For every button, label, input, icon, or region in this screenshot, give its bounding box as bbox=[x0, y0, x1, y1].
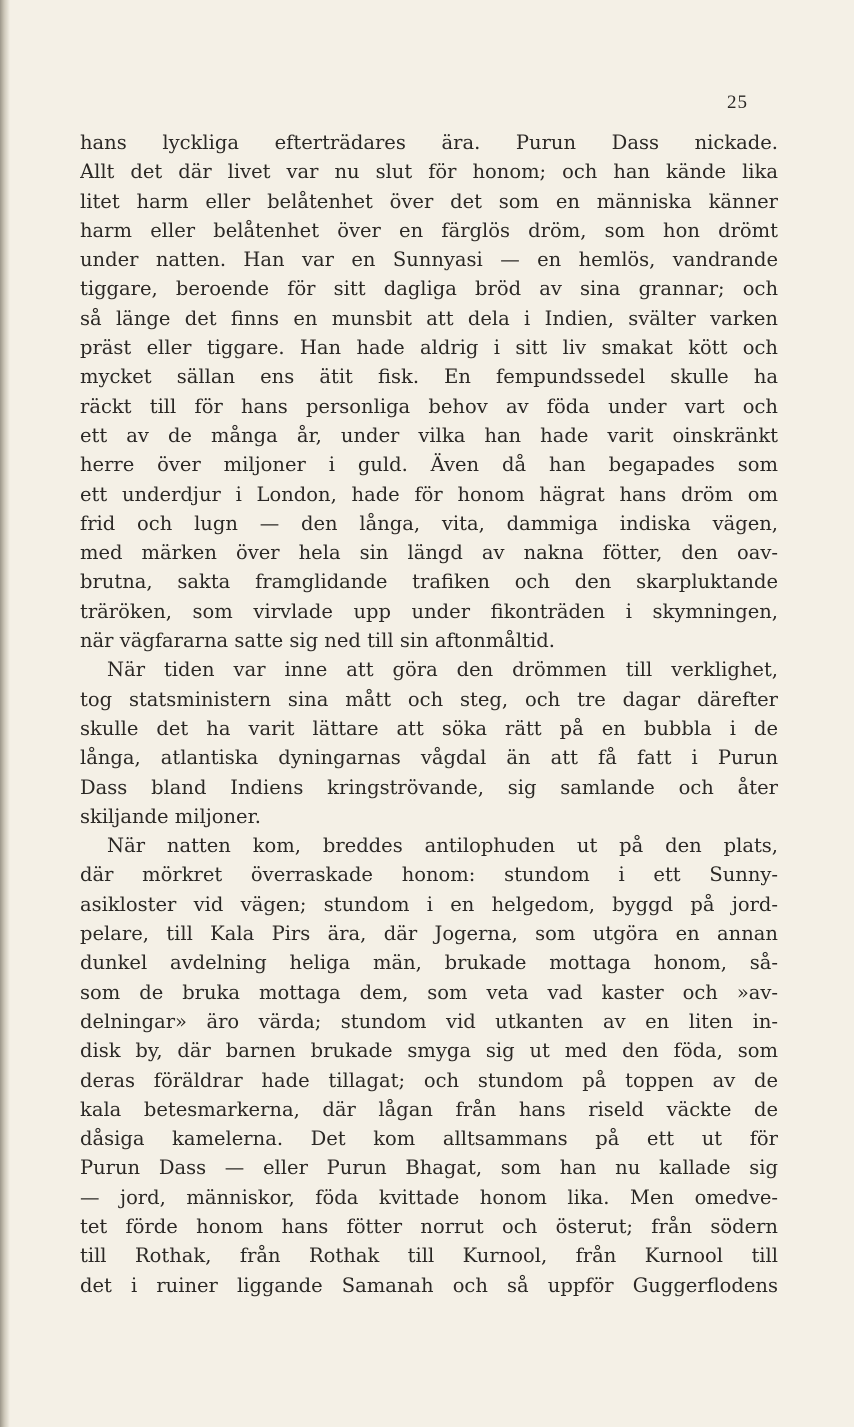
text-line: Allt det där livet var nu slut för honom; och han kände lika bbox=[80, 160, 778, 184]
text-line: dåsiga kamelerna. Det kom alltsammans på ett ut för bbox=[80, 1127, 778, 1151]
text-line: under natten. Han var en Sunnyasi — en hemlös, vandrande bbox=[80, 248, 778, 272]
page-number: 25 bbox=[727, 92, 748, 113]
text-line: brutna, sakta framglidande trafiken och den skarpluktande bbox=[80, 570, 778, 594]
text-line: till Rothak, från Rothak till Kurnool, från Kurnool till bbox=[80, 1244, 778, 1268]
text-line: tiggare, beroende för sitt dagliga bröd av sina grannar; och bbox=[80, 277, 778, 301]
text-line: pelare, till Kala Pirs ära, där Jogerna, som utgöra en annan bbox=[80, 922, 778, 946]
text-line: så länge det finns en munsbit att dela i Indien, svälter varken bbox=[80, 306, 778, 330]
text-line: som de bruka mottaga dem, som veta vad kaster och »av- bbox=[80, 980, 778, 1004]
text-line: disk by, där barnen brukade smyga sig ut med den föda, som bbox=[80, 1039, 778, 1063]
text-line: tet förde honom hans fötter norrut och österut; från södern bbox=[80, 1214, 778, 1238]
text-line: Purun Dass — eller Purun Bhagat, som han nu kallade sig bbox=[80, 1156, 778, 1180]
text-line: skiljande miljoner. bbox=[80, 804, 261, 828]
text-line: litet harm eller belåtenhet över det som en människa känner bbox=[80, 189, 778, 213]
text-line: deras föräldrar hade tillagat; och stundom på toppen av de bbox=[80, 1068, 778, 1092]
text-line: träröken, som virvlade upp under fikonträden i skymningen, bbox=[80, 599, 778, 623]
text-line: delningar» äro värda; stundom vid utkanten av en liten in- bbox=[80, 1009, 778, 1033]
page-gutter-shadow bbox=[0, 0, 10, 1427]
text-line: Dass bland Indiens kringströvande, sig samlande och åter bbox=[80, 775, 778, 799]
text-line: ett underdjur i London, hade för honom hägrat hans dröm om bbox=[80, 482, 778, 506]
text-line: kala betesmarkerna, där lågan från hans riseld väckte de bbox=[80, 1097, 778, 1121]
text-line: präst eller tiggare. Han hade aldrig i sitt liv smakat kött och bbox=[80, 336, 778, 360]
text-line: mycket sällan ens ätit fisk. En fempundssedel skulle ha bbox=[80, 365, 778, 389]
text-line: med märken över hela sin längd av nakna fötter, den oav- bbox=[80, 541, 778, 565]
text-line: skulle det ha varit lättare att söka rätt på en bubbla i de bbox=[80, 716, 778, 740]
text-line: När natten kom, breddes antilophuden ut på den plats, bbox=[107, 834, 778, 858]
text-line: långa, atlantiska dyningarnas vågdal än att få fatt i Purun bbox=[80, 746, 778, 770]
text-line: där mörkret överraskade honom: stundom i ett Sunny- bbox=[80, 863, 778, 887]
text-line: det i ruiner liggande Samanah och så uppför Guggerflodens bbox=[80, 1273, 778, 1297]
text-line: När tiden var inne att göra den drömmen till verklighet, bbox=[107, 658, 778, 682]
text-line: frid och lugn — den långa, vita, dammiga indiska vägen, bbox=[80, 511, 778, 535]
body-text bbox=[80, 128, 778, 1300]
text-line: hans lyckliga efterträdares ära. Purun Dass nickade. bbox=[80, 131, 778, 154]
text-line: dunkel avdelning heliga män, brukade mottaga honom, så- bbox=[80, 951, 778, 975]
text-line: ett av de många år, under vilka han hade varit oinskränkt bbox=[80, 423, 778, 447]
text-line: räckt till för hans personliga behov av föda under vart och bbox=[80, 394, 778, 418]
text-line: harm eller belåtenhet över en färglös dröm, som hon drömt bbox=[80, 218, 778, 242]
text-line: tog statsministern sina mått och steg, och tre dagar därefter bbox=[80, 687, 778, 711]
text-line: herre över miljoner i guld. Även då han begapades som bbox=[80, 453, 778, 477]
text-line: asikloster vid vägen; stundom i en helgedom, byggd på jord- bbox=[80, 892, 778, 916]
text-line: — jord, människor, föda kvittade honom lika. Men omedve- bbox=[80, 1185, 778, 1209]
text-line: när vägfararna satte sig ned till sin aftonmåltid. bbox=[80, 629, 555, 653]
